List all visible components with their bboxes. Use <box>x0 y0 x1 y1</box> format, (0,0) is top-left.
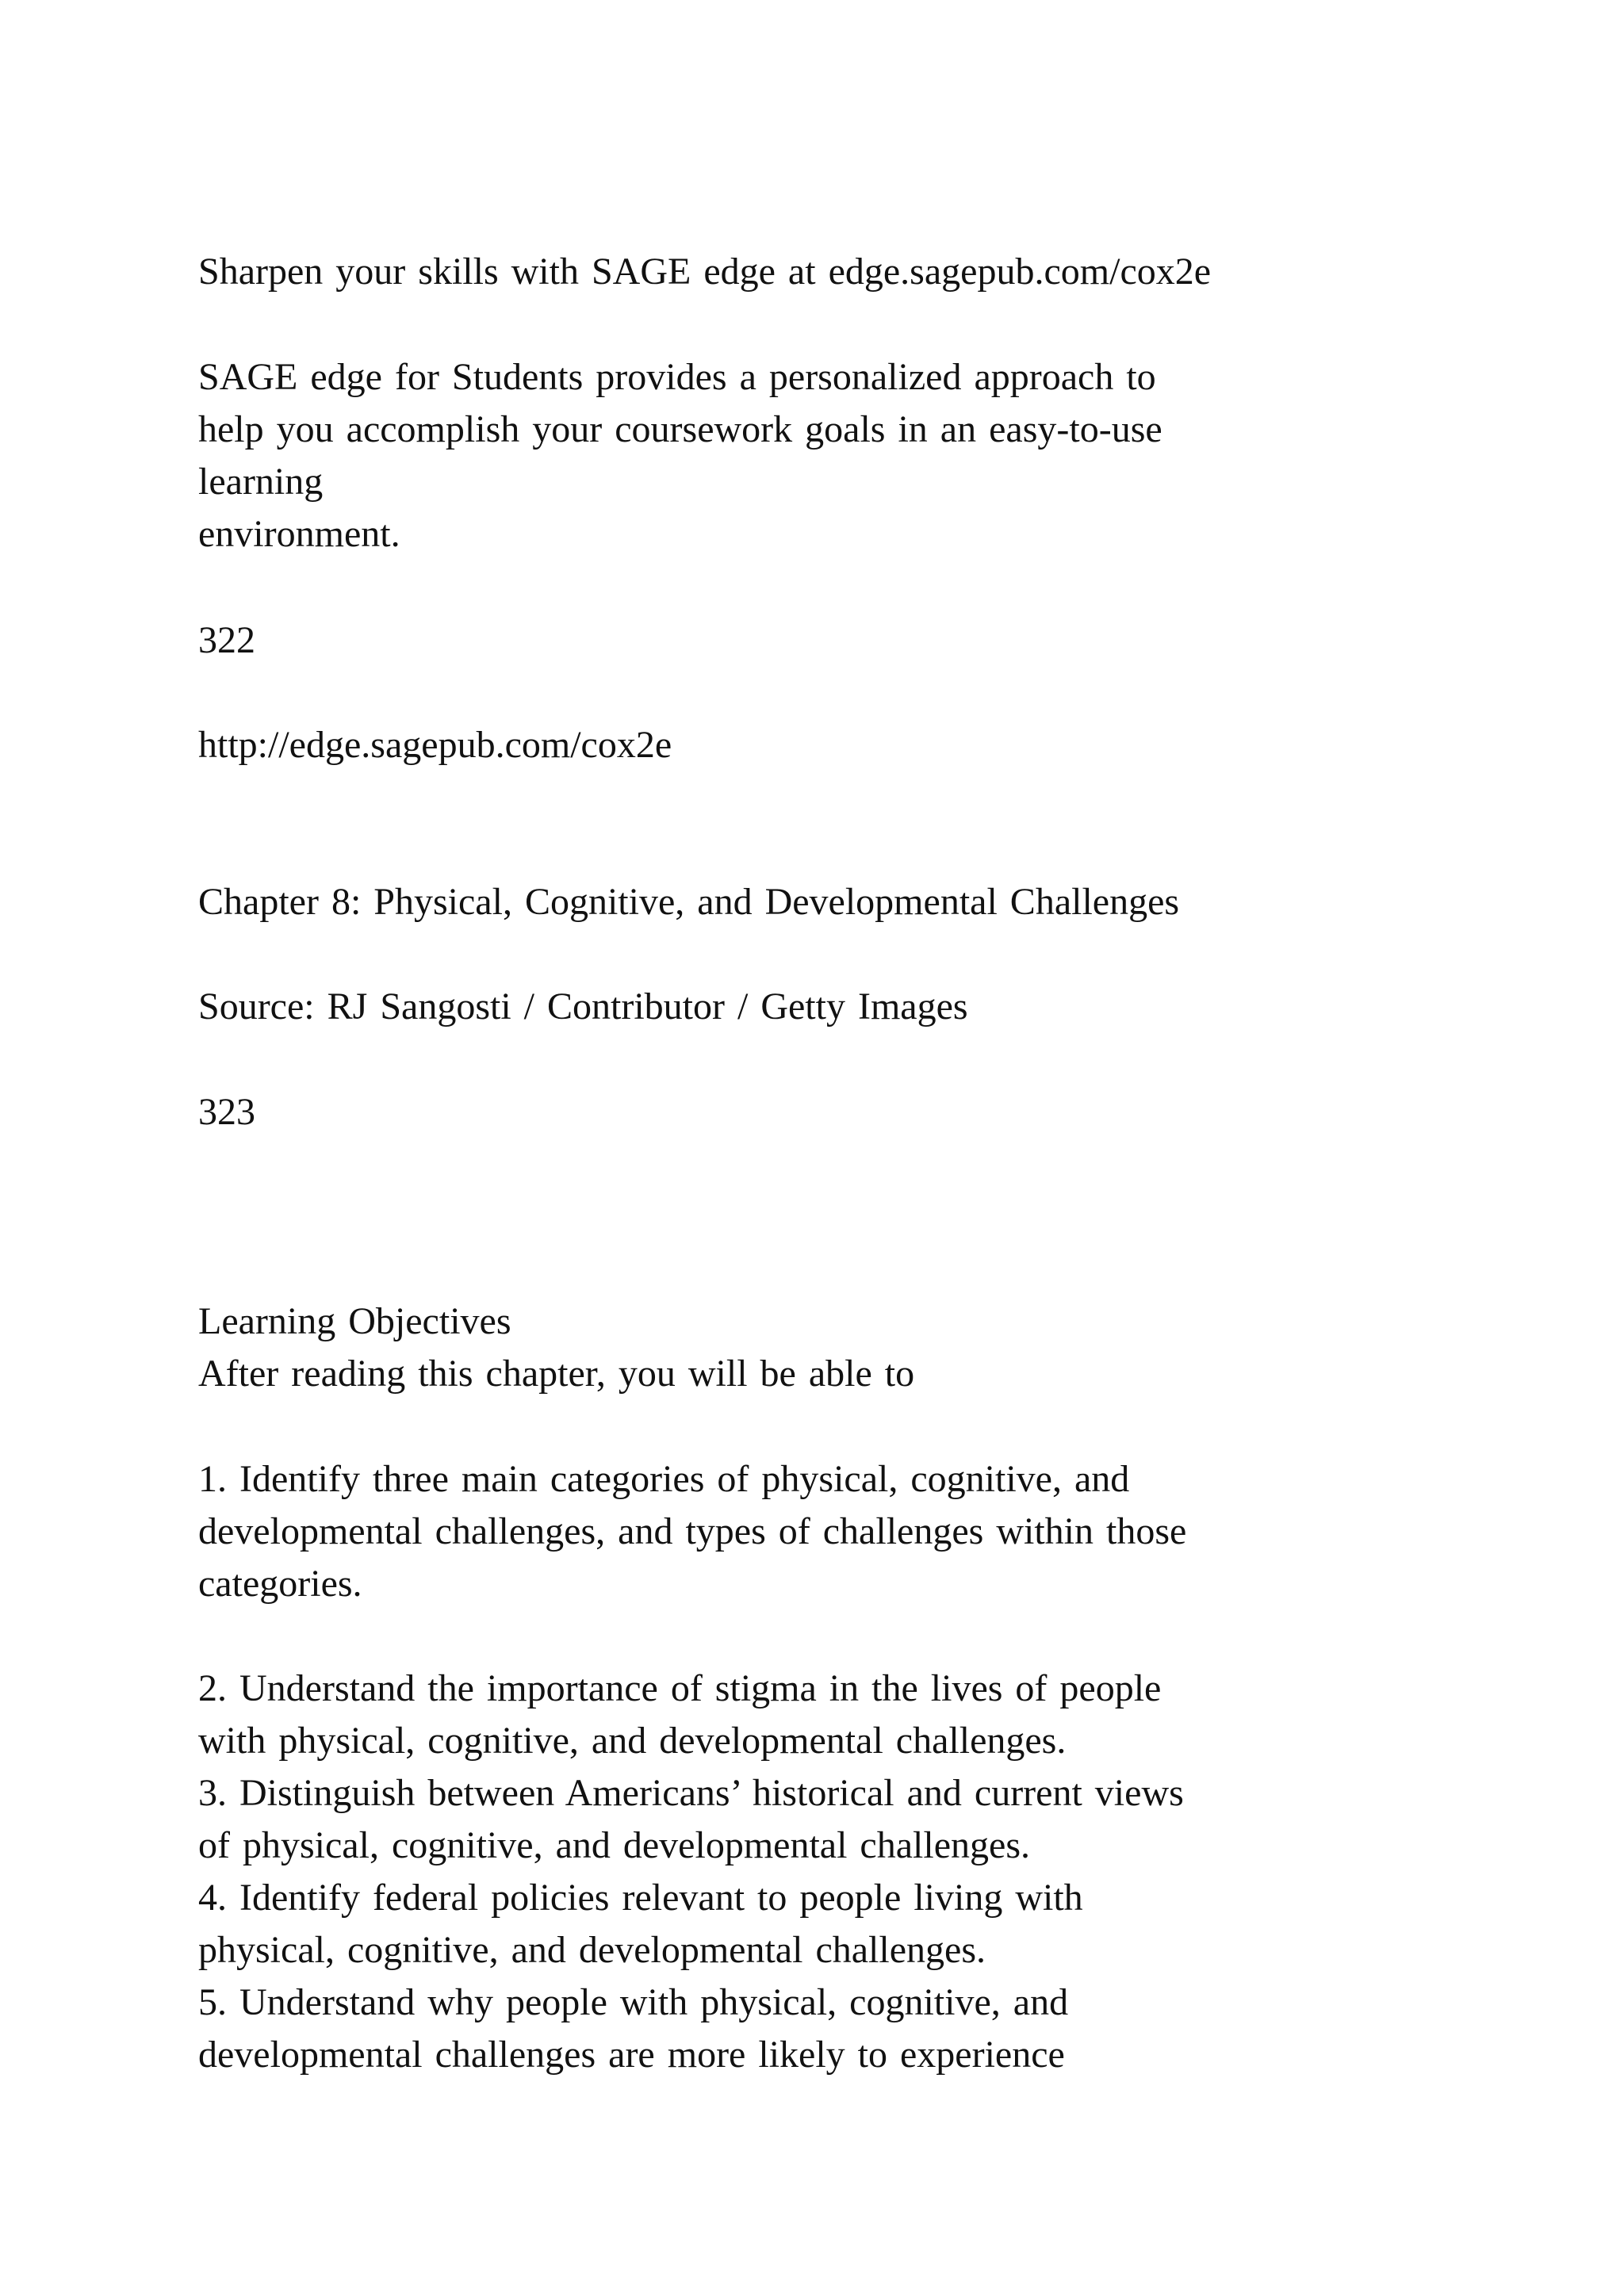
objective-line: 2. Understand the importance of stigma in the lives of people <box>198 1667 1162 1709</box>
promo-body-line: learning <box>198 461 324 503</box>
objective-line: developmental challenges, and types of challenges within those <box>198 1510 1187 1552</box>
objective-line: physical, cognitive, and developmental challenges. <box>198 1929 986 1971</box>
page-number: 322 <box>198 619 255 661</box>
objectives-intro: After reading this chapter, you will be able to <box>198 1353 915 1395</box>
promo-body-line: environment. <box>198 513 400 555</box>
objective-line: with physical, cognitive, and developmental challenges. <box>198 1720 1067 1762</box>
objective-line: 1. Identify three main categories of physical, cognitive, and <box>198 1458 1130 1500</box>
chapter-title: Chapter 8: Physical, Cognitive, and Developmental Challenges <box>198 881 1180 923</box>
objective-line: 5. Understand why people with physical, cognitive, and <box>198 1981 1069 2023</box>
promo-body-line: help you accomplish your coursework goals in an easy-to-use <box>198 408 1162 450</box>
objective-line: of physical, cognitive, and developmental challenges. <box>198 1824 1030 1866</box>
objective-line: developmental challenges are more likely to experience <box>198 2034 1065 2076</box>
promo-body-line: SAGE edge for Students provides a personalized approach to <box>198 356 1156 398</box>
promo-heading: Sharpen your skills with SAGE edge at edge.sagepub.com/cox2e <box>198 251 1212 293</box>
page-number: 323 <box>198 1091 255 1133</box>
objective-line: 4. Identify federal policies relevant to people living with <box>198 1877 1083 1919</box>
objective-line: categories. <box>198 1563 362 1605</box>
objective-line: 3. Distinguish between Americans’ historical and current views <box>198 1772 1184 1814</box>
image-source-credit: Source: RJ Sangosti / Contributor / Getty Images <box>198 985 968 1027</box>
objectives-heading: Learning Objectives <box>198 1300 511 1342</box>
sage-edge-link[interactable]: http://edge.sagepub.com/cox2e <box>198 724 672 766</box>
